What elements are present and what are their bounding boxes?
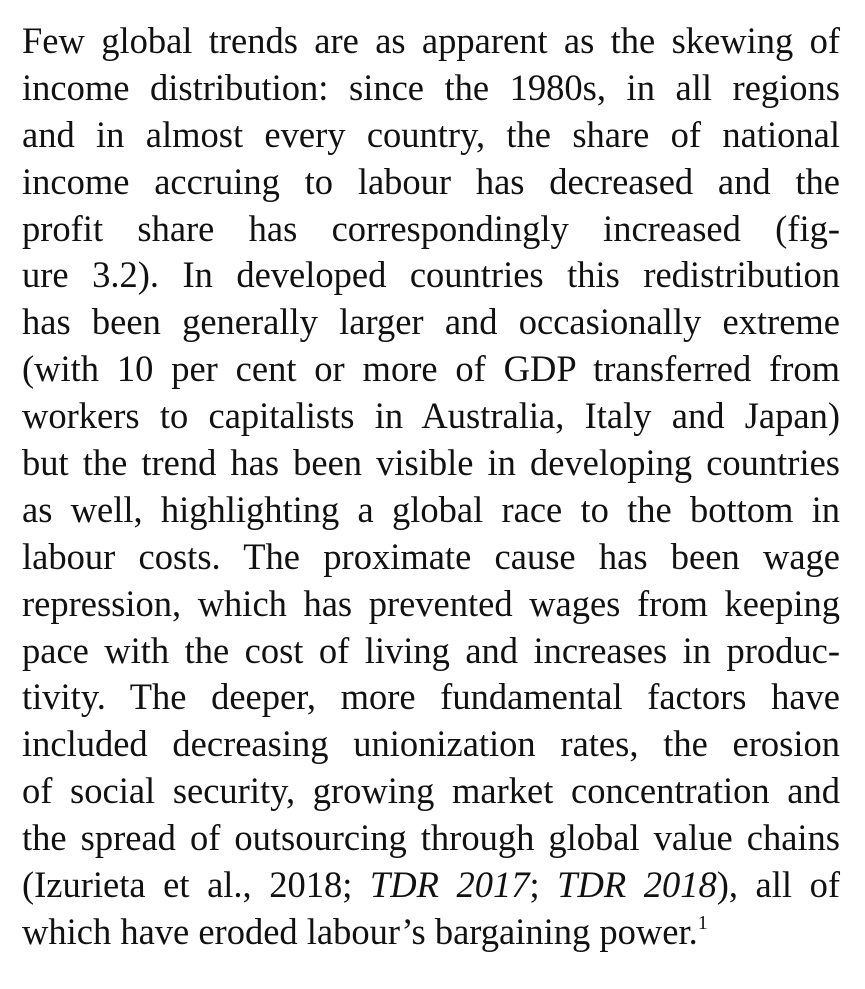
citation-open: (Izurieta et al., 2018; — [22, 864, 370, 906]
text-line-5: profit share has correspondingly increased (fig- — [22, 207, 840, 249]
body-paragraph — [22, 18, 840, 956]
text-line-4: income accruing to labour has decreased and the — [22, 160, 840, 202]
citation-separator: ; — [529, 864, 558, 906]
footnote-marker: 1 — [697, 911, 708, 934]
text-line-17: of social security, growing market concentration and — [22, 770, 840, 812]
text-line-2: income distribution: since the 1980s, in all regions — [22, 66, 840, 108]
text-line-8: (with 10 per cent or more of GDP transferred from — [22, 348, 840, 390]
text-line-10: but the trend has been visible in developing countries — [22, 442, 840, 484]
final-line — [22, 909, 840, 956]
citation-ref-tdr-2017: TDR 2017 — [369, 864, 530, 906]
citation-line — [22, 862, 840, 909]
text-line-7: has been generally larger and occasionally extreme — [22, 301, 840, 343]
text-line-16: included decreasing unionization rates, the erosion — [22, 723, 840, 765]
text-line-13: repression, which has prevented wages from keeping — [22, 582, 840, 624]
citation-ref-tdr-2018: TDR 2018 — [557, 864, 717, 906]
text-line-1: Few global trends are as apparent as the skewing of — [22, 20, 840, 61]
final-line-text: which have eroded labour’s bargaining power. — [22, 910, 698, 952]
text-line-6: ure 3.2). In developed countries this redistribution — [22, 254, 840, 296]
text-line-15: tivity. The deeper, more fundamental factors have — [22, 676, 840, 718]
text-line-9: workers to capitalists in Australia, Italy and Japan) — [22, 395, 840, 437]
citation-close: ), all of — [716, 864, 840, 906]
text-line-11: as well, highlighting a global race to the bottom in — [22, 488, 840, 530]
text-line-14: pace with the cost of living and increases in produc- — [22, 629, 840, 671]
document-page — [22, 18, 840, 956]
text-line-3: and in almost every country, the share of national — [22, 113, 840, 155]
text-line-18: the spread of outsourcing through global value chains — [22, 817, 840, 859]
text-line-12: labour costs. The proximate cause has been wage — [22, 535, 840, 577]
